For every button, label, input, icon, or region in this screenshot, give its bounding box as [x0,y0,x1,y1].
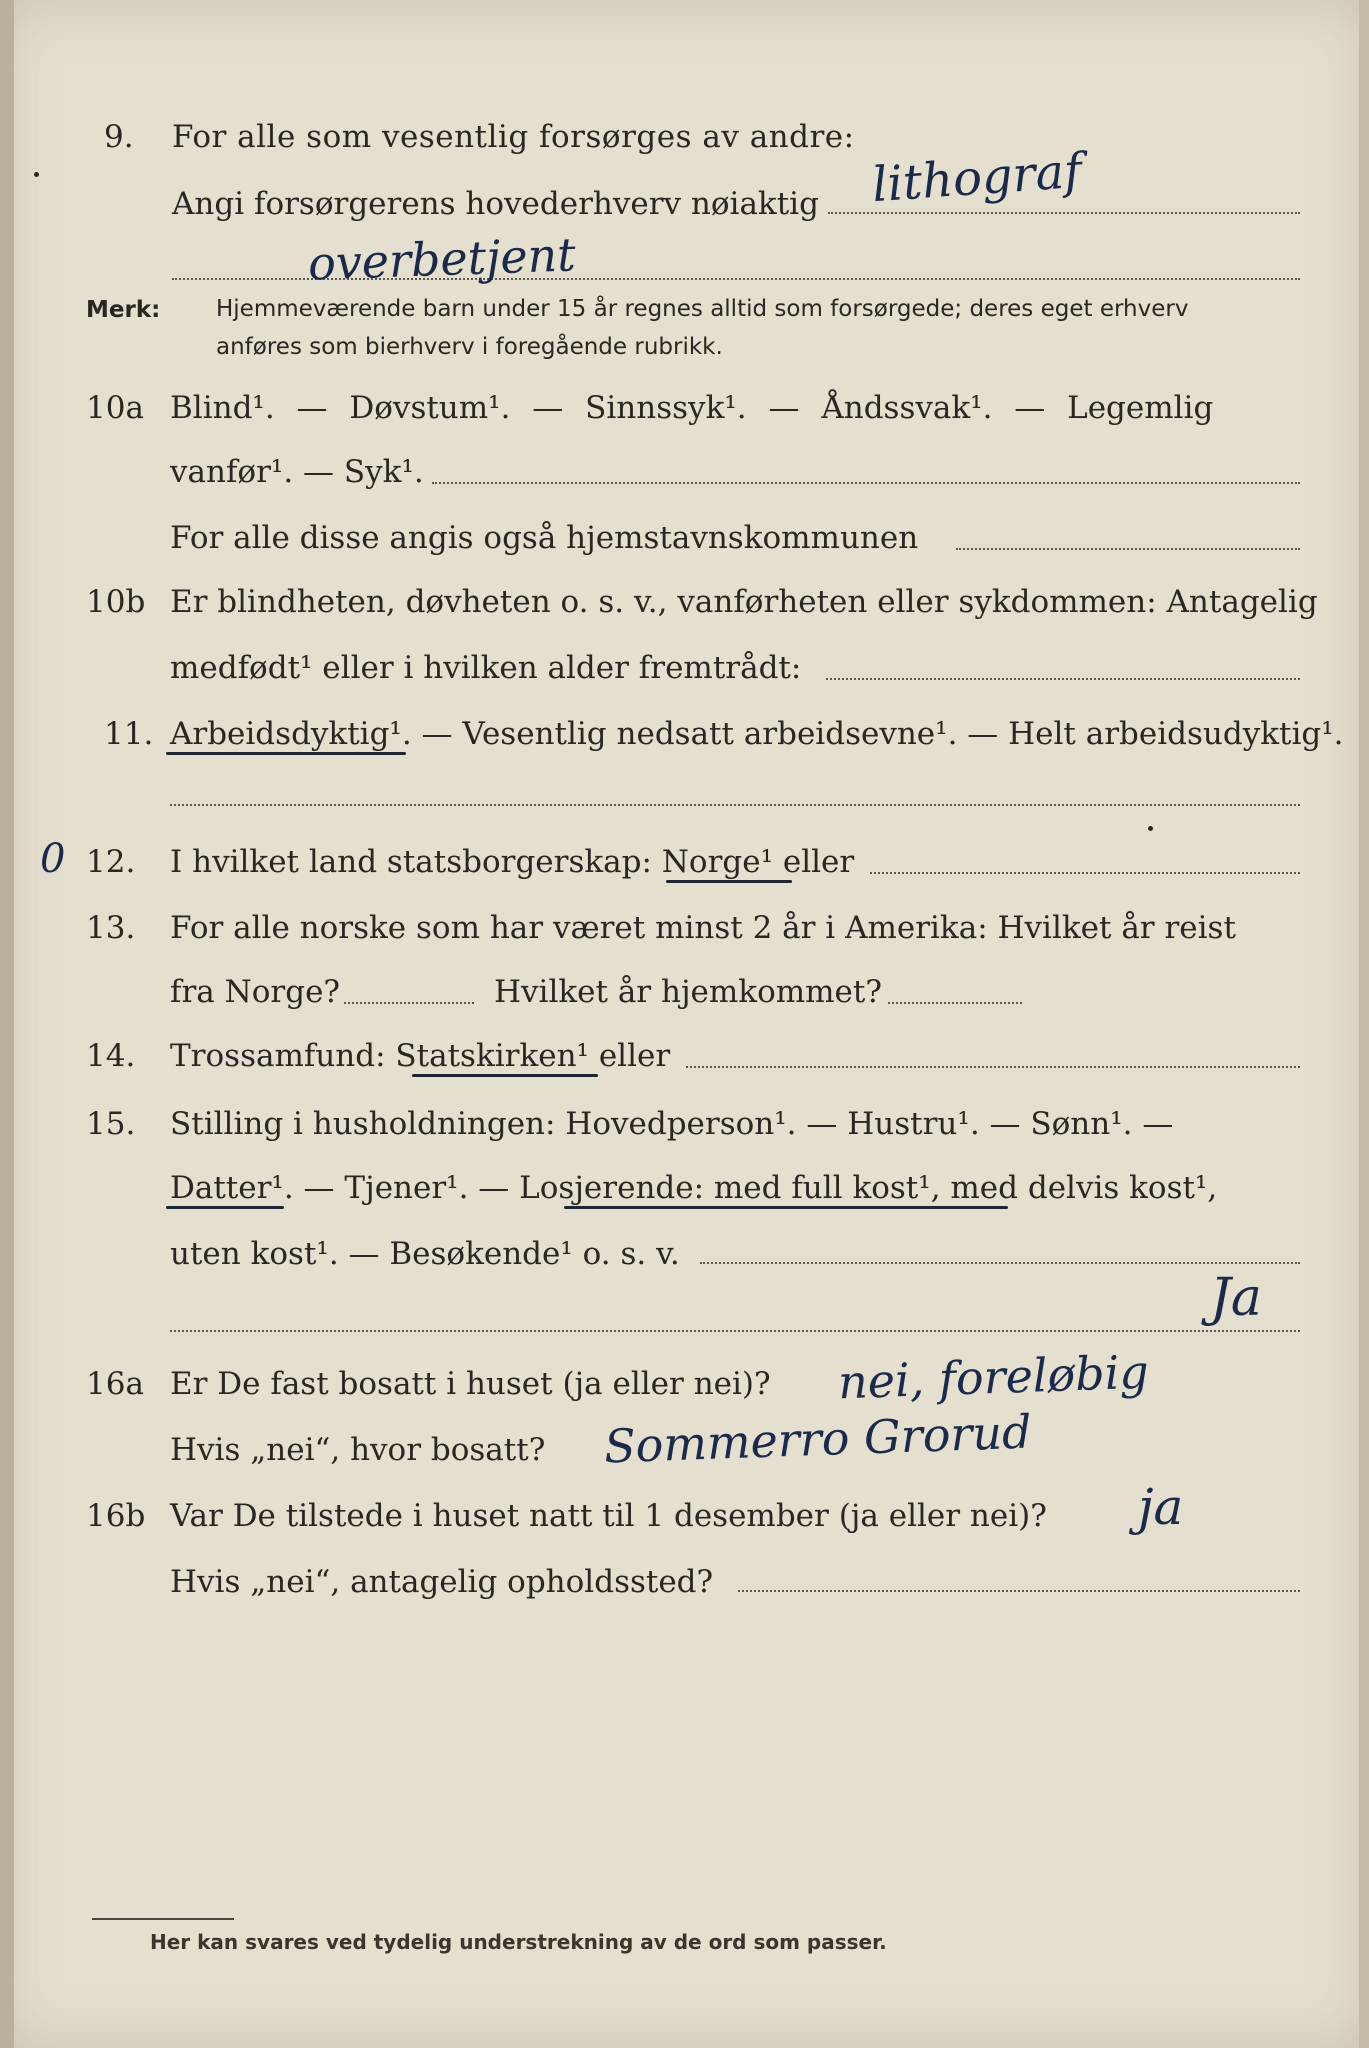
q15-number: 15. [86,1106,136,1142]
q13-hjemkommet-line [888,1002,1022,1004]
q16a-handwritten-answer2: Sommerro Grorud [603,1404,1033,1474]
q10b-answer-line [826,678,1300,680]
q14-underline-statskirken [412,1074,598,1077]
q11-number: 11. [104,716,154,752]
q9-line2: Angi forsørgerens hovederhverv nøiaktig [172,186,819,222]
ink-spot [1148,826,1153,831]
footnote-rule [92,1918,234,1920]
q15-underline-datter [166,1206,284,1209]
ink-spot [34,172,39,177]
q14-number: 14. [86,1038,136,1074]
q9-handwritten-answer1: lithograf [870,142,1084,214]
merk-line1: Hjemmeværende barn under 15 år regnes alltid som forsørgede; deres eget erhverv [216,296,1189,322]
q10a-answer-line [432,482,1300,484]
q11-line1: Arbeidsdyktig¹. — Vesentlig nedsatt arbeidsevne¹. — Helt arbeidsudyktig¹. [170,716,1344,752]
q16b-answer-line [738,1590,1300,1592]
q9-line1: For alle som vesentlig forsørges av andre: [172,119,855,155]
q12-answer-line [870,872,1300,874]
page-edge-left [0,0,14,2048]
page-edge-right [1359,0,1369,2048]
q14-answer-line [686,1066,1300,1068]
q10a-number: 10a [86,390,144,426]
q15-answer-line2 [170,1330,1300,1332]
q12-line1: I hvilket land statsborgerskap: Norge¹ eller [170,844,855,880]
q10b-number: 10b [86,584,146,620]
q16a-line2: Hvis „nei“, hvor bosatt? [170,1432,546,1468]
q11-underline-arbeidsdyktig [166,752,406,755]
q16b-line1: Var De tilstede i huset natt til 1 desember (ja eller nei)? [170,1498,1047,1534]
merk-line2: anføres som bierhverv i foregående rubrikk. [216,334,723,360]
q10a-line2: vanfør¹. — Syk¹. [170,454,424,490]
q14-line1: Trossamfund: Statskirken¹ eller [170,1038,671,1074]
q13-line2b: Hvilket år hjemkommet? [494,974,882,1010]
q12-number: 12. [86,844,136,880]
merk-label: Merk: [86,297,161,323]
q15-line1: Stilling i husholdningen: Hovedperson¹. — Hustru¹. — Sønn¹. — [170,1106,1174,1142]
q11-answer-line [170,804,1300,806]
q9-answer-line [828,212,1300,214]
q13-reist-line [344,1002,474,1004]
q15-line2: Datter¹. — Tjener¹. — Losjerende: med full kost¹, med delvis kost¹, [170,1170,1218,1206]
q15-line3: uten kost¹. — Besøkende¹ o. s. v. [170,1236,680,1272]
q15-underline-losjerende-full-kost [564,1206,1008,1209]
q12-underline-norge [666,880,792,883]
q16a-line1: Er De fast bosatt i huset (ja eller nei)? [170,1366,771,1402]
q10a-hjemstavn-line [956,548,1300,550]
q10a-line3: For alle disse angis også hjemstavnskommunen [170,520,919,556]
q16b-number: 16b [86,1498,146,1534]
q13-line1: For alle norske som har været minst 2 år i Amerika: Hvilket år reist [170,910,1236,946]
q16a-handwritten-answer1: nei, foreløbig [837,1344,1150,1410]
q16a-number: 16a [86,1366,144,1402]
q9-number: 9. [104,119,134,155]
q16b-handwritten-answer1: ja [1138,1478,1184,1536]
q16b-line2: Hvis „nei“, antagelig opholdssted? [170,1564,714,1600]
q15-answer-line [700,1262,1300,1264]
q9-handwritten-answer2: overbetjent [307,227,577,291]
footnote-text: Her kan svares ved tydelig understrekning av de ord som passer. [150,1930,887,1954]
q10a-line1: Blind¹. — Døvstum¹. — Sinnssyk¹. — Åndssvak¹. — Legemlig [170,390,1214,426]
q10b-line1: Er blindheten, døvheten o. s. v., vanførheten eller sykdommen: Antagelig [170,584,1318,620]
q15-handwritten-answer: Ja [1210,1268,1262,1328]
q10b-line2: medfødt¹ eller i hvilken alder fremtrådt: [170,650,802,686]
q12-margin-mark: 0 [40,836,66,882]
q13-number: 13. [86,910,136,946]
q13-line2a: fra Norge? [170,974,341,1010]
